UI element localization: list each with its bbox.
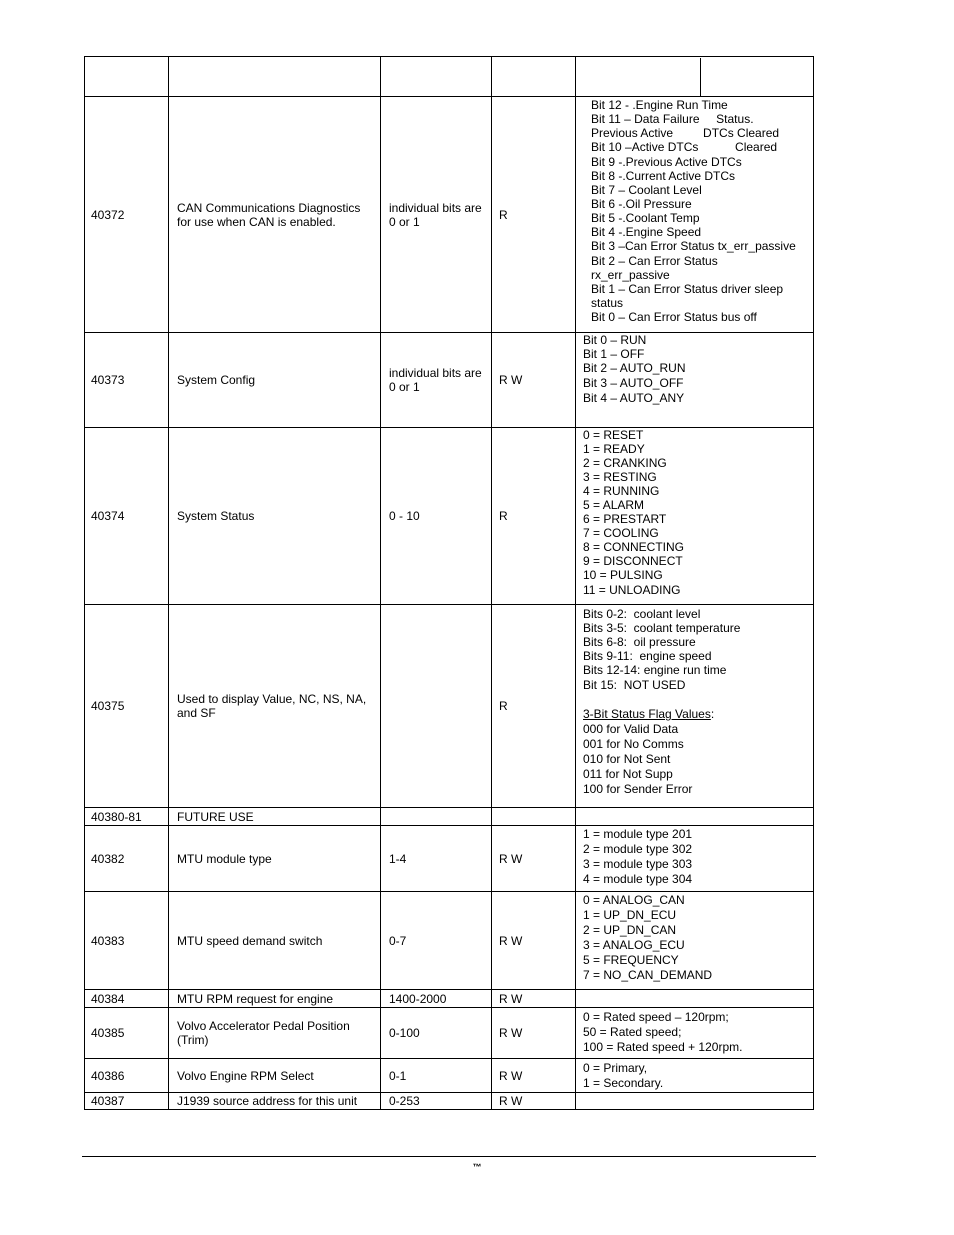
- description-cell: CAN Communications Diagnostics for use when CAN is enabled.: [169, 97, 381, 333]
- range-cell: 0-7: [381, 892, 492, 990]
- description-cell: System Status: [169, 428, 381, 605]
- detail-line: Bit 9 -.Previous Active DTCs: [591, 155, 742, 169]
- detail-line: Bit 3 –Can Error Status tx_err_passive: [591, 239, 796, 253]
- detail-line: Bit 7 – Coolant Level: [591, 183, 702, 197]
- details-cell: [576, 97, 814, 333]
- detail-line: 10 = PULSING: [583, 568, 663, 582]
- detail-line: Bits 6-8: oil pressure: [583, 635, 696, 649]
- access-cell: R W: [492, 892, 576, 990]
- register-table: [84, 56, 814, 1110]
- flag-line: 000 for Valid Data: [583, 722, 679, 736]
- access-cell: R: [492, 428, 576, 605]
- detail-line: Previous Active DTCs Cleared: [591, 126, 780, 140]
- header-details-cell: [576, 57, 814, 97]
- register-cell: 40386: [85, 1059, 169, 1093]
- detail-line: Bits 12-14: engine run time: [583, 663, 727, 677]
- detail-line: 7 = COOLING: [583, 526, 659, 540]
- detail-line: 1 = UP_DN_ECU: [583, 908, 677, 922]
- flag-line: 100 for Sender Error: [583, 782, 693, 796]
- detail-line: 100 = Rated speed + 120rpm.: [583, 1040, 743, 1054]
- header-register-cell: [85, 57, 169, 97]
- detail-line: Bit 15: NOT USED: [583, 678, 686, 692]
- table-row: [85, 808, 814, 826]
- details-cell: [576, 605, 814, 808]
- flag-line: 001 for No Comms: [583, 737, 684, 751]
- detail-line: 2 = CRANKING: [583, 456, 667, 470]
- detail-line: Bit 0 – RUN: [583, 333, 647, 347]
- flag-line: 011 for Not Supp: [583, 767, 673, 781]
- register-cell: 40375: [85, 605, 169, 808]
- range-cell: 1-4: [381, 826, 492, 892]
- detail-line: 0 = ANALOG_CAN: [583, 893, 685, 907]
- table-row: [85, 333, 814, 428]
- details-cell: [576, 333, 814, 428]
- detail-line: 0 = Rated speed – 120rpm;: [583, 1010, 729, 1024]
- range-cell: individual bits are 0 or 1: [381, 333, 492, 428]
- detail-line: Bit 1 – OFF: [583, 347, 645, 361]
- detail-line: 4 = RUNNING: [583, 484, 660, 498]
- detail-line: 3 = module type 303: [583, 857, 693, 871]
- range-cell: 0-100: [381, 1008, 492, 1059]
- details-cell: [576, 1093, 814, 1110]
- header-description-cell: [169, 57, 381, 97]
- detail-line: Bits 0-2: coolant level: [583, 607, 701, 621]
- description-cell: Volvo Engine RPM Select: [169, 1059, 381, 1093]
- range-cell: 1400-2000: [381, 990, 492, 1008]
- footer-rule: [82, 1156, 816, 1157]
- description-cell: MTU RPM request for engine: [169, 990, 381, 1008]
- range-cell: [381, 605, 492, 808]
- table-row: [85, 605, 814, 808]
- table-row: [85, 1008, 814, 1059]
- range-cell: 0-253: [381, 1093, 492, 1110]
- detail-line: status: [591, 296, 624, 310]
- description-cell: MTU speed demand switch: [169, 892, 381, 990]
- register-cell: 40374: [85, 428, 169, 605]
- detail-line: Bits 3-5: coolant temperature: [583, 621, 741, 635]
- detail-line: Bit 4 – AUTO_ANY: [583, 391, 685, 405]
- header-range-cell: [381, 57, 492, 97]
- detail-line: Bit 8 -.Current Active DTCs: [591, 169, 736, 183]
- register-cell: 40380-81: [85, 808, 169, 826]
- access-cell: R: [492, 97, 576, 333]
- access-cell: R W: [492, 1093, 576, 1110]
- table-row: [85, 97, 814, 333]
- description-cell: MTU module type: [169, 826, 381, 892]
- register-cell: 40383: [85, 892, 169, 990]
- detail-line: Bit 5 -.Coolant Temp: [591, 211, 700, 225]
- table-row: [85, 428, 814, 605]
- detail-line: 1 = Secondary.: [583, 1076, 664, 1090]
- access-cell: R W: [492, 826, 576, 892]
- description-cell: System Config: [169, 333, 381, 428]
- access-cell: R W: [492, 1008, 576, 1059]
- details-cell: [576, 428, 814, 605]
- description-cell: J1939 source address for this unit: [169, 1093, 381, 1110]
- detail-line: 5 = ALARM: [583, 498, 645, 512]
- description-cell: Volvo Accelerator Pedal Position (Trim): [169, 1008, 381, 1059]
- details-cell: [576, 892, 814, 990]
- details-cell: [576, 808, 814, 826]
- table-row: [85, 990, 814, 1008]
- footer-trademark: ™: [472, 1162, 482, 1172]
- range-cell: [381, 808, 492, 826]
- details-cell: [576, 990, 814, 1008]
- detail-line: Bit 11 – Data Failure Status.: [591, 112, 754, 126]
- range-cell: 0 - 10: [381, 428, 492, 605]
- table-row: [85, 1093, 814, 1110]
- detail-line: 1 = READY: [583, 442, 645, 456]
- detail-line: 3 = RESTING: [583, 470, 657, 484]
- detail-line: 50 = Rated speed;: [583, 1025, 682, 1039]
- register-cell: 40385: [85, 1008, 169, 1059]
- detail-line: Bit 3 – AUTO_OFF: [583, 376, 684, 390]
- detail-line: 9 = DISCONNECT: [583, 554, 683, 568]
- table-row: [85, 892, 814, 990]
- register-cell: 40372: [85, 97, 169, 333]
- access-cell: R: [492, 605, 576, 808]
- details-cell: [576, 1008, 814, 1059]
- table-row: [85, 1059, 814, 1093]
- detail-line: Bit 1 – Can Error Status driver sleep: [591, 282, 784, 296]
- detail-line: 2 = UP_DN_CAN: [583, 923, 677, 937]
- detail-line: Bit 0 – Can Error Status bus off: [591, 310, 757, 324]
- detail-line: 1 = module type 201: [583, 827, 693, 841]
- detail-line: rx_err_passive: [591, 268, 670, 282]
- detail-line: Bit 12 - .Engine Run Time: [591, 98, 728, 112]
- range-cell: 0-1: [381, 1059, 492, 1093]
- register-cell: 40384: [85, 990, 169, 1008]
- flag-line: 010 for Not Sent: [583, 752, 671, 766]
- description-cell: FUTURE USE: [169, 808, 381, 826]
- detail-line: 0 = Primary,: [583, 1061, 648, 1075]
- detail-line: Bit 2 – AUTO_RUN: [583, 361, 686, 375]
- detail-line: 4 = module type 304: [583, 872, 693, 886]
- detail-line: 11 = UNLOADING: [583, 583, 681, 597]
- flags-title: 3-Bit Status Flag Values:: [583, 707, 715, 721]
- detail-line: 5 = FREQUENCY: [583, 953, 679, 967]
- detail-line: Bit 2 – Can Error Status: [591, 254, 718, 268]
- detail-line: 2 = module type 302: [583, 842, 693, 856]
- header-row: [85, 57, 814, 97]
- detail-line: Bit 4 -.Engine Speed: [591, 225, 702, 239]
- access-cell: R W: [492, 1059, 576, 1093]
- access-cell: R W: [492, 990, 576, 1008]
- detail-line: Bits 9-11: engine speed: [583, 649, 712, 663]
- details-cell: [576, 826, 814, 892]
- access-cell: R W: [492, 333, 576, 428]
- detail-line: 6 = PRESTART: [583, 512, 667, 526]
- detail-line: 3 = ANALOG_ECU: [583, 938, 685, 952]
- register-cell: 40387: [85, 1093, 169, 1110]
- details-cell: [576, 1059, 814, 1093]
- register-cell: 40373: [85, 333, 169, 428]
- detail-line: Bit 10 –Active DTCs Cleared: [591, 140, 778, 154]
- register-cell: 40382: [85, 826, 169, 892]
- description-cell: Used to display Value, NC, NS, NA, and SF: [169, 605, 381, 808]
- table-row: [85, 826, 814, 892]
- header-access-cell: [492, 57, 576, 97]
- detail-line: 8 = CONNECTING: [583, 540, 685, 554]
- access-cell: [492, 808, 576, 826]
- range-cell: individual bits are 0 or 1: [381, 97, 492, 333]
- detail-line: 0 = RESET: [583, 428, 644, 442]
- detail-line: Bit 6 -.Oil Pressure: [591, 197, 692, 211]
- detail-line: 7 = NO_CAN_DEMAND: [583, 968, 713, 982]
